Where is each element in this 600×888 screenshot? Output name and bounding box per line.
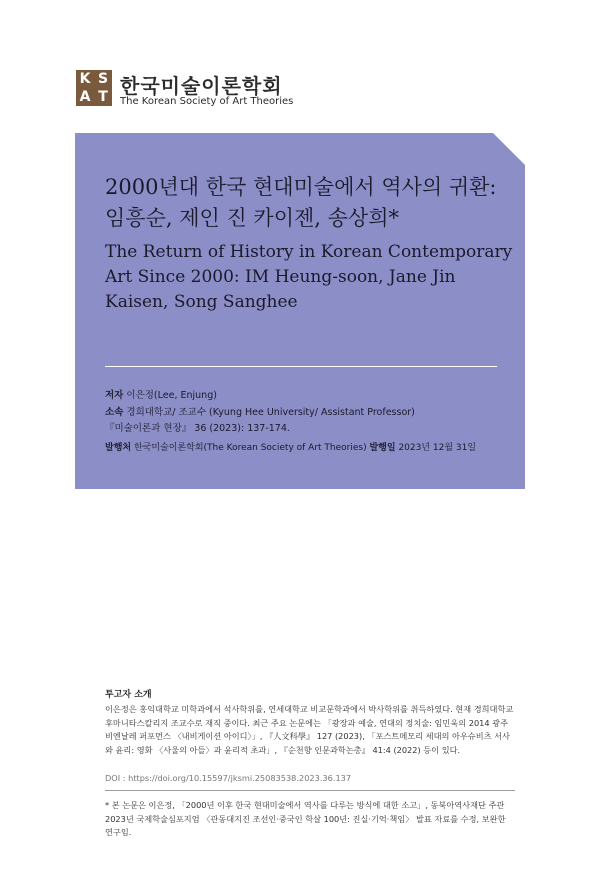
doi-link[interactable]: DOI : https://doi.org/10.15597/jksmi.25083538.2023.36.137 bbox=[105, 773, 352, 783]
logo-letter-t: T bbox=[98, 89, 108, 105]
article-title-korean: 2000년대 한국 현대미술에서 역사의 귀환: 임흥순, 제인 진 카이젠, 송상희* bbox=[105, 175, 497, 230]
affiliation-value: 경희대학교/ 조교수 (Kyung Hee University/ Assistant Professor) bbox=[126, 407, 415, 418]
footnote-text: * 본 논문은 이은정, 「2000년 이후 한국 현대미술에서 역사를 다루는 방식에 대한 소고」, 동북아역사재단 주관 2023년 국제학술심포지엄 〈관동대지진 조선인·중국인 학살 100년: 진실·기억·책임〉 발표 자료를 수정, 보완한 연구임. bbox=[105, 800, 506, 837]
logo-letter-a: A bbox=[79, 89, 91, 105]
publisher-value: 한국미술이론학회(The Korean Society of Art Theories) bbox=[133, 443, 367, 453]
date-label: 발행일 bbox=[369, 443, 396, 453]
journal-line: 『미술이론과 현장』 36 (2023): 137-174. bbox=[105, 423, 290, 434]
article-title-english: The Return of History in Korean Contemporary Art Since 2000: IM Heung-soon, Jane Jin Kaisen, Song Sanghee bbox=[105, 242, 513, 312]
bio-text: 이은정은 홍익대학교 미학과에서 석사학위를, 연세대학교 비교문학과에서 박사학위를 취득하였다. 현재 경희대학교 후마니타스칼리지 조교수로 재직 중이다. 최근 주요 논문에는 「광장과 예술, 연대의 정치술: 임민욱의 2014 광주 비엔날레 퍼포먼스 〈내비게이션 아이디〉」, 『人文科學』 127 (2023), 「포스트메모리 세대의 아우슈비츠 서사와 윤리: 영화 〈사울의 아들〉과 윤리적 초과」, 『순천향 인문과학논총』 41:4 (2022) 등이 있다. bbox=[105, 704, 514, 755]
author-label: 저자 bbox=[105, 390, 124, 401]
panel-divider bbox=[105, 366, 497, 367]
date-value: 2023년 12월 31일 bbox=[398, 443, 477, 453]
author-value: 이은정(Lee, Enjung) bbox=[126, 390, 217, 401]
footnote-divider bbox=[105, 790, 515, 791]
publisher-label: 발행처 bbox=[105, 443, 132, 453]
bio-heading: 투고자 소개 bbox=[105, 690, 152, 700]
affiliation-line bbox=[105, 404, 415, 418]
author-line bbox=[105, 387, 217, 401]
ksat-logo bbox=[76, 70, 112, 106]
logo-letter-s: S bbox=[97, 71, 109, 87]
logo-letter-k: K bbox=[79, 71, 91, 87]
affiliation-label: 소속 bbox=[105, 407, 124, 418]
org-name-english: The Korean Society of Art Theories bbox=[120, 96, 294, 107]
publisher-line bbox=[105, 440, 476, 453]
org-name-korean: 한국미술이론학회 bbox=[120, 74, 283, 98]
